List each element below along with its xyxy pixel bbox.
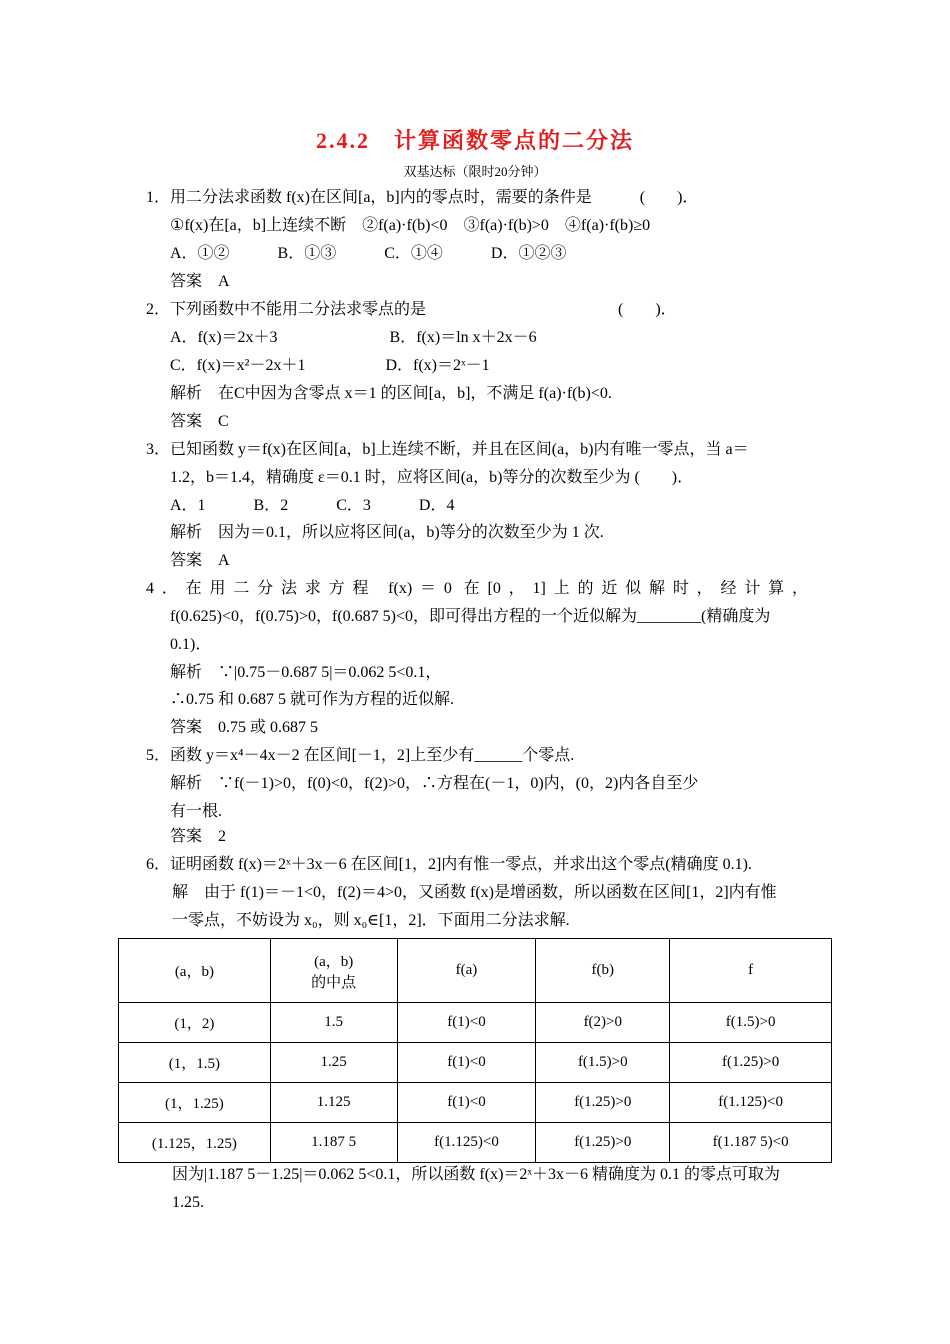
- table-cell: (1，2): [119, 1003, 271, 1043]
- table-row: [119, 1123, 832, 1163]
- table-row: [119, 1083, 832, 1123]
- q3-stem-line2: 1.2，b＝1.4，精确度 ε＝0.1 时，应将区间(a，b)等分的次数至少为 ( )．: [170, 469, 694, 486]
- q1-conditions: ①f(x)在[a，b]上连续不断 ②f(a)·f(b)<0 ③f(a)·f(b)>0 ④f(a)·f(b)≥0: [170, 217, 651, 234]
- q2-stem: 2．下列函数中不能用二分法求零点的是 ( )．: [146, 301, 677, 318]
- table-cell: f(1)<0: [397, 1003, 536, 1043]
- bisection-table: [118, 938, 832, 1163]
- table-cell: f(1.25)>0: [536, 1083, 670, 1123]
- table-cell: f(1.125)<0: [670, 1083, 832, 1123]
- q4-analysis-line1: 解析 ∵|0.75－0.687 5|＝0.062 5<0.1，: [170, 664, 442, 681]
- page-subtitle: 双基达标（限时20分钟）: [403, 164, 547, 179]
- q6-conclusion-line1: 因为|1.187 5－1.25|＝0.062 5<0.1，所以函数 f(x)＝2ˣ＋3x－6 精确度为 0.1 的零点可取为: [172, 1166, 781, 1183]
- q3-stem-line1: 3．已知函数 y＝f(x)在区间[a，b]上连续不断，并且在区间(a，b)内有唯一零点，当 a＝: [146, 441, 749, 458]
- table-cell: f(1)<0: [397, 1043, 536, 1083]
- header-line: 的中点: [311, 974, 357, 991]
- table-cell: f(1.125)<0: [397, 1123, 536, 1163]
- q4-stem-line2: f(0.625)<0，f(0.75)>0，f(0.687 5)<0，即可得出方程的一个近似解为________(精确度为: [170, 608, 771, 625]
- page-title: 2.4.2 计算函数零点的二分法: [315, 128, 634, 153]
- table-header-row: [119, 939, 832, 1003]
- table-cell: f(2)>0: [536, 1003, 670, 1043]
- table-cell: f(1.187 5)<0: [670, 1123, 832, 1163]
- table-header-cell: (a，b): [119, 939, 271, 1003]
- table-cell: (1，1.5): [119, 1043, 271, 1083]
- q6-solution-line1: 解 由于 f(1)＝－1<0，f(2)＝4>0，又函数 f(x)是增函数，所以函数在区间[1，2]内有惟: [172, 884, 777, 901]
- table-cell: f(1.5)>0: [670, 1003, 832, 1043]
- q4-answer: 答案 0.75 或 0.687 5: [170, 719, 319, 736]
- q1-answer: 答案 A: [170, 273, 230, 290]
- q6-solution-line2: 一零点，不妨设为 x₀，则 x₀∈[1，2]．下面用二分法求解.: [172, 912, 570, 929]
- q5-stem: 5．函数 y＝x⁴－4x－2 在区间[－1，2]上至少有______个零点.: [146, 747, 575, 764]
- table-cell: 1.125: [270, 1083, 397, 1123]
- table-row: [119, 1003, 832, 1043]
- q2-options-cd: C．f(x)＝x²－2x＋1 D．f(x)＝2ˣ－1: [170, 357, 490, 374]
- table-cell: 1.25: [270, 1043, 397, 1083]
- table-cell: f(1)<0: [397, 1083, 536, 1123]
- q5-analysis-line2: 有一根.: [170, 803, 223, 820]
- q4-analysis-line2: ∴0.75 和 0.687 5 就可作为方程的近似解.: [170, 691, 455, 708]
- table-cell: (1.125，1.25): [119, 1123, 271, 1163]
- table-cell: 1.5: [270, 1003, 397, 1043]
- q4-stem-line1: 4．在用二分法求方程 f(x)＝0 在[0，1]上的近似解时，经计算，: [146, 580, 808, 597]
- q3-answer: 答案 A: [170, 552, 230, 569]
- table-cell: f(1.25)>0: [670, 1043, 832, 1083]
- q1-options: A．①② B．①③ C．①④ D．①②③: [170, 245, 567, 262]
- table-cell: f(1.5)>0: [536, 1043, 670, 1083]
- table-cell: (1，1.25): [119, 1083, 271, 1123]
- table-header-cell: [270, 939, 397, 1003]
- table-header-cell: f(b): [536, 939, 670, 1003]
- q5-analysis-line1: 解析 ∵f(－1)>0，f(0)<0，f(2)>0，∴方程在(－1，0)内，(0，2)内各自至少: [170, 775, 699, 792]
- q3-analysis: 解析 因为＝0.1，所以应将区间(a，b)等分的次数至少为 1 次.: [170, 524, 604, 541]
- q6-conclusion-line2: 1.25.: [172, 1194, 204, 1211]
- table-header-cell: f(a): [397, 939, 536, 1003]
- q5-answer: 答案 2: [170, 828, 227, 845]
- table-cell: f(1.25)>0: [536, 1123, 670, 1163]
- q2-analysis: 解析 在C中因为含零点 x＝1 的区间[a，b]，不满足 f(a)·f(b)<0.: [170, 385, 612, 402]
- q1-stem: 1．用二分法求函数 f(x)在区间[a，b]内的零点时，需要的条件是 ( )．: [146, 189, 699, 206]
- table-row: [119, 1043, 832, 1083]
- q2-options-ab: A．f(x)＝2x＋3 B．f(x)＝ln x＋2x－6: [170, 329, 537, 346]
- table-cell: 1.187 5: [270, 1123, 397, 1163]
- q2-answer: 答案 C: [170, 413, 229, 430]
- header-line: (a，b): [314, 953, 354, 970]
- table-header-cell: f: [670, 939, 832, 1003]
- q3-options: A．1 B．2 C．3 D．4: [170, 497, 455, 514]
- q6-stem: 6．证明函数 f(x)＝2ˣ＋3x－6 在区间[1，2]内有惟一零点，并求出这个零点(精确度 0.1).: [146, 856, 752, 873]
- q4-stem-line3: 0.1)．: [170, 636, 212, 653]
